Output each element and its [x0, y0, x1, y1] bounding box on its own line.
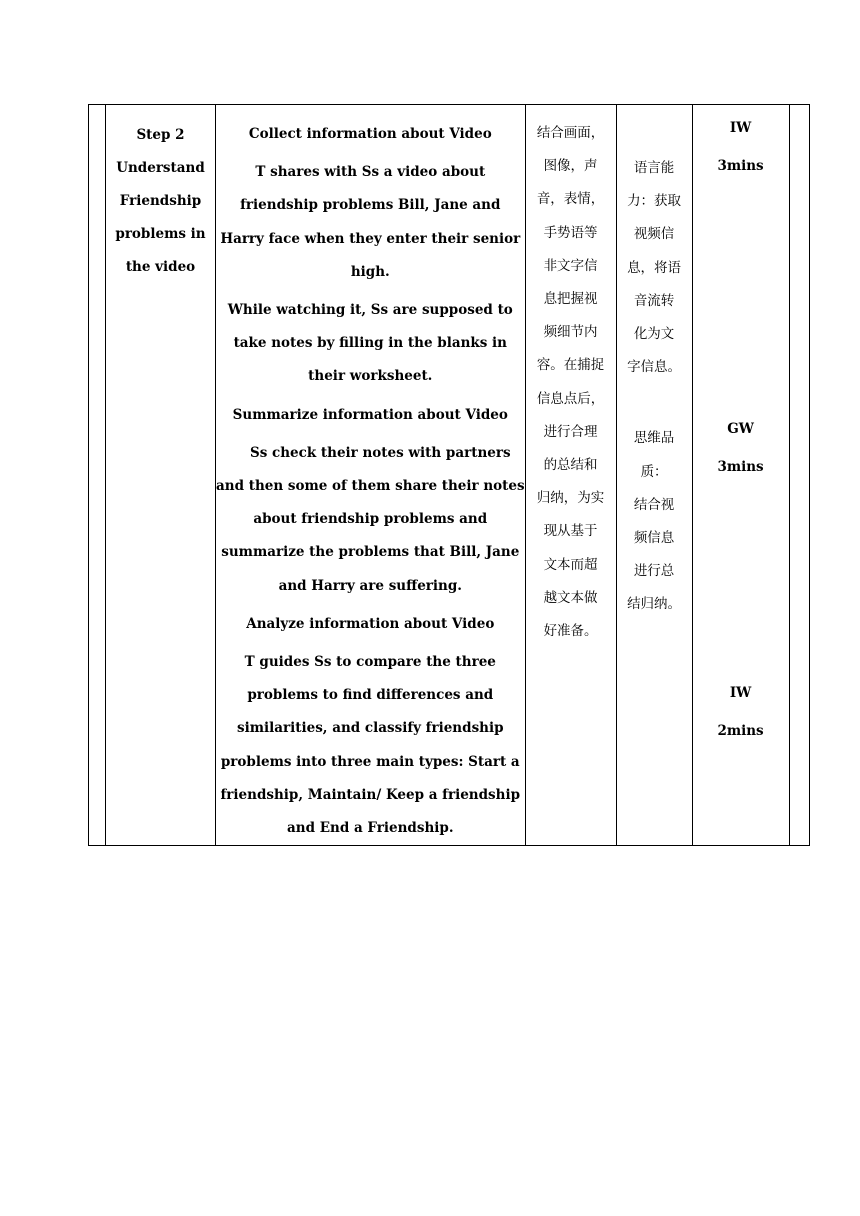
- right-edge-cell: [789, 105, 809, 846]
- analyze-text-line: problems to find differences and: [247, 687, 494, 704]
- time-block-iw-2: [693, 674, 789, 750]
- purpose-line: 结合画面，: [536, 125, 605, 141]
- step-line: Understand: [116, 160, 205, 176]
- purpose-line: 好准备。: [543, 623, 598, 640]
- purpose-line: 的总结和: [543, 457, 598, 474]
- activity-mode: IW: [729, 685, 752, 701]
- purpose-line: 容。在捕捉: [536, 357, 605, 374]
- thinking-quality-line: 进行总: [633, 563, 675, 580]
- purpose-cell: [525, 105, 616, 846]
- collect-text-line: Harry face when they enter their senior: [220, 230, 521, 247]
- activity-duration: 3mins: [717, 158, 764, 174]
- summarize-heading: Summarize information about Video: [232, 406, 508, 423]
- thinking-quality-line: 结归纳。: [627, 596, 682, 613]
- analyze-text-line: similarities, and classify friendship: [236, 720, 504, 737]
- summarize-text-line: Ss check their notes with partners: [249, 444, 511, 461]
- purpose-line: 归纳，为实: [536, 490, 605, 507]
- thinking-quality-line: 结合视: [633, 496, 675, 513]
- activity-duration: 3mins: [717, 459, 764, 475]
- step-cell: [106, 105, 216, 846]
- activity-mode: GW: [727, 421, 754, 437]
- time-block-iw: [693, 109, 789, 185]
- purpose-line: 图像，声: [543, 158, 598, 175]
- collect-text-line: high.: [350, 263, 390, 280]
- language-competence-line: 视频信: [633, 226, 675, 243]
- table-row: [89, 105, 810, 846]
- while-text-line: While watching it, Ss are supposed to: [227, 302, 513, 319]
- language-competence-line: 语言能: [633, 160, 675, 176]
- while-text-line: take notes by filling in the blanks in: [233, 335, 507, 352]
- purpose-line: 越文本做: [543, 589, 598, 606]
- thinking-quality-line: 频信息: [633, 530, 675, 547]
- collect-text-line: friendship problems Bill, Jane and: [240, 197, 501, 214]
- analyze-heading: Analyze information about Video: [246, 615, 495, 632]
- purpose-line: 信息点后，: [536, 390, 605, 407]
- thinking-quality-line: 思维品: [633, 430, 675, 447]
- summarize-text-line: summarize the problems that Bill, Jane: [221, 544, 520, 561]
- purpose-line: 频细节内: [543, 324, 598, 341]
- summarize-text-line: and Harry are suffering.: [278, 577, 462, 594]
- summarize-text-line: about friendship problems and: [253, 511, 488, 528]
- activity-mode: IW: [729, 120, 752, 136]
- competence-cell: [616, 105, 692, 846]
- analyze-text-line: T guides Ss to compare the three: [244, 654, 496, 671]
- purpose-line: 进行合理: [543, 423, 598, 440]
- language-competence-line: 息，将语: [627, 259, 682, 276]
- analyze-text-line: friendship, Maintain/ Keep a friendship: [220, 786, 521, 803]
- language-competence-line: 字信息。: [627, 359, 682, 376]
- thinking-quality-line: 质：: [640, 463, 668, 480]
- step-line: problems in: [115, 226, 206, 242]
- left-edge-cell: [89, 105, 106, 846]
- step-line: Step 2: [136, 127, 185, 143]
- time-cell: [692, 105, 789, 846]
- time-block-gw: [693, 410, 789, 486]
- step-line: Friendship: [119, 193, 202, 209]
- lesson-plan-table: [88, 104, 810, 846]
- activity-duration: 2mins: [717, 723, 764, 739]
- analyze-text-line: and End a Friendship.: [287, 820, 454, 837]
- purpose-line: 现从基于: [543, 523, 598, 540]
- purpose-line: 息把握视: [543, 291, 598, 308]
- while-text-line: their worksheet.: [308, 368, 433, 385]
- language-competence-line: 化为文: [633, 326, 675, 343]
- analyze-text-line: problems into three main types: Start a: [220, 753, 520, 770]
- procedure-cell: [216, 105, 526, 846]
- purpose-line: 手势语等: [543, 224, 598, 241]
- purpose-line: 音，表情，: [536, 191, 605, 208]
- language-competence-line: 力：获取: [627, 193, 682, 210]
- collect-text-line: T shares with Ss a video about: [255, 164, 486, 181]
- step-line: the video: [125, 259, 196, 275]
- purpose-line: 文本而超: [543, 556, 598, 573]
- language-competence-line: 音流转: [633, 292, 675, 309]
- purpose-line: 非文字信: [543, 257, 598, 274]
- collect-heading: Collect information about Video: [248, 126, 492, 142]
- summarize-text-line: and then some of them share their notes: [216, 478, 525, 495]
